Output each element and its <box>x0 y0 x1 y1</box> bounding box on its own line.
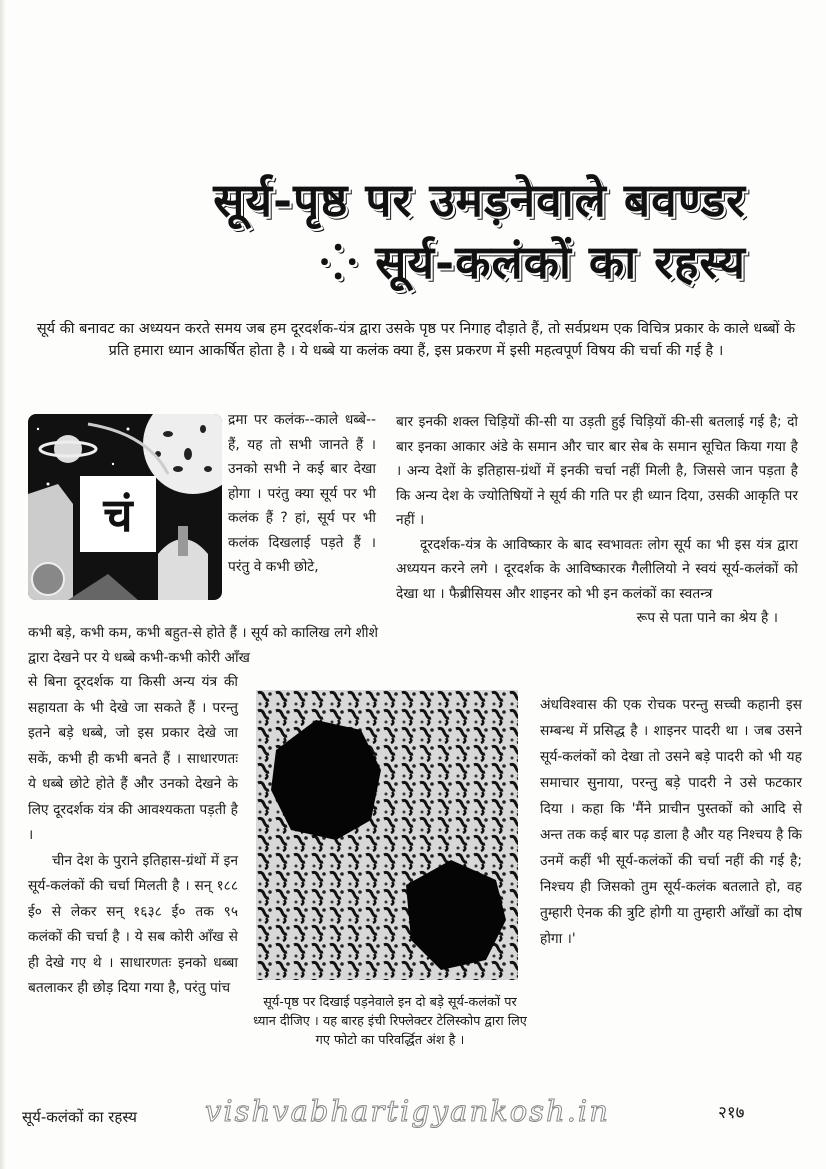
right-column-lower <box>540 692 802 952</box>
paragraph: चीन देश के पुराने इतिहास-ग्रंथों में इन सूर्य-कलंकों की चर्चा मिलती है । सन् १८८ ई० से लेकर सन् १६३८ ई० तक ९५ कलंकों की चर्चा है । ये सब कोरी आँख से ही देखे गए थे । साधारणतः इनको धब्बा बतलाकर ही छोड़ दिया गया है, परंतु पांच <box>28 852 238 996</box>
page-edge-shadow <box>0 0 6 1169</box>
watermark: vishvabhartigyankosh.in <box>205 1094 610 1128</box>
sunspot-photo-art <box>256 690 518 980</box>
right-column-upper <box>396 410 798 631</box>
left-column-beside-illustration <box>228 408 376 580</box>
running-title: सूर्य-कलंकों का रहस्य <box>22 1108 137 1126</box>
article-title-line-2: ⁘ सूर्य-कलंकों का रहस्य <box>319 235 746 289</box>
paragraph: अंधविश्वास की एक रोचक परन्तु सच्ची कहानी इस सम्बन्ध में प्रसिद्ध है । शाइनर पादरी था । जब उसने सूर्य-कलंकों को देखा तो उसने बड़े पादरी को भी यह समाचार सुनाया, परन्तु बड़े पादरी ने उसे फटकार दिया । कहा कि 'मैंने प्राचीन पुस्तकों को आदि से अन्त तक कई बार पढ़ डाला है और यह निश्चय है कि उनमें कहीं भी सूर्य-कलंकों की चर्चा नहीं की गई है; निश्चय ही जिसको तुम सूर्य-कलंक बतलाते हो, वह तुम्हारी ऐनक की त्रुटि होगी या तुम्हारी आँखों का दोष होगा ।' <box>540 697 802 947</box>
ground <box>68 574 138 600</box>
article-title-line-1: सूर्य-पृष्ठ पर उमड़नेवाले बवण्डर <box>213 173 746 227</box>
article-intro: सूर्य की बनावट का अध्ययन करते समय जब हम दूरदर्शक-यंत्र द्वारा उसके पृष्ठ पर निगाह दौड़ाते हैं, तो सर्वप्रथम एक विचित्र प्रकार के काले धब्बों के प्रति हमारा ध्यान आकर्षित होता है । ये धब्बे या कलंक क्या हैं, इस प्रकरण में इसी महत्वपूर्ण विषय की चर्चा की गई है । <box>36 321 796 359</box>
dropcap: चं <box>80 476 156 552</box>
planet-shape <box>54 435 82 463</box>
paragraph: द्रमा पर कलंक--काले धब्बे--हैं, यह तो सभी जानते हैं । उनको सभी ने कई बार देखा होगा । परंतु क्या सूर्य पर भी कलंक हैं ? हां, सूर्य पर भी कलंक दिखलाई पड़ते हैं । परंतु वे कभी छोटे, <box>228 412 376 575</box>
paragraph: से बिना दूरदर्शक या किसी अन्य यंत्र की सहायता के भी देखे जा सकते हैं । परन्तु इतने बड़े धब्बे, जो इस प्रकार देखे जा सकें, कभी ही कभी बनते हैं । साधारणतः ये धब्बे छोटे होते हैं और उनको देखने के लिए दूरदर्शक यंत्र की आवश्यकता पड़ती है । <box>28 674 238 843</box>
paragraph-end: रूप से पता पाने का श्रेय है । <box>636 610 778 626</box>
photo-caption: सूर्य-पृष्ठ पर दिखाई पड़नेवाले इन दो बड़े सूर्य-कलंकों पर ध्यान दीजिए । यह बारह इंची रिफ्लेक्टर टेलिस्कोप द्वारा लिए गए फोटो का परिवर्द्धित अंश है । <box>253 995 527 1048</box>
paragraph: कभी बड़े, कभी कम, कभी बहुत-से होते हैं । सूर्य को कालिख लगे शीशे द्वारा देखने पर ये धब्बे कभी-कभी कोरी आँख <box>28 625 378 666</box>
left-column-full-width <box>28 621 378 670</box>
sunspot-photograph-icon <box>256 690 518 980</box>
page-number: २१७ <box>718 1103 745 1123</box>
telescope-wheel <box>32 563 64 595</box>
dome-slit <box>178 526 188 556</box>
paragraph: दूरदर्शक-यंत्र के आविष्कार के बाद स्वभावतः लोग सूर्य का भी इस यंत्र द्वारा अध्ययन करने लगे । दूरदर्शक के आविष्कारक गैलीलियो ने स्वयं सूर्य-कलंकों को देखा था । फैब्रीसियस और शाइनर को भी इन कलंकों का स्वतन्त्र <box>396 536 798 602</box>
left-column-lower <box>28 670 238 1002</box>
space-observatory-illustration-icon <box>28 414 222 600</box>
paragraph: बार इनकी शक्ल चिड़ियों की-सी या उड़ती हुई चिड़ियों की-सी बतलाई गई है; दो बार इनका आकार अंडे के समान और चार बार सेब के समान सूचित किया गया है । अन्य देशों के इतिहास-ग्रंथों में इनकी चर्चा नहीं मिली है, जिससे जान पड़ता है कि अन्य देश के ज्योतिषियों ने सूर्य की गति पर ही ध्यान दिया, उसकी आकृति पर नहीं । <box>396 414 798 528</box>
